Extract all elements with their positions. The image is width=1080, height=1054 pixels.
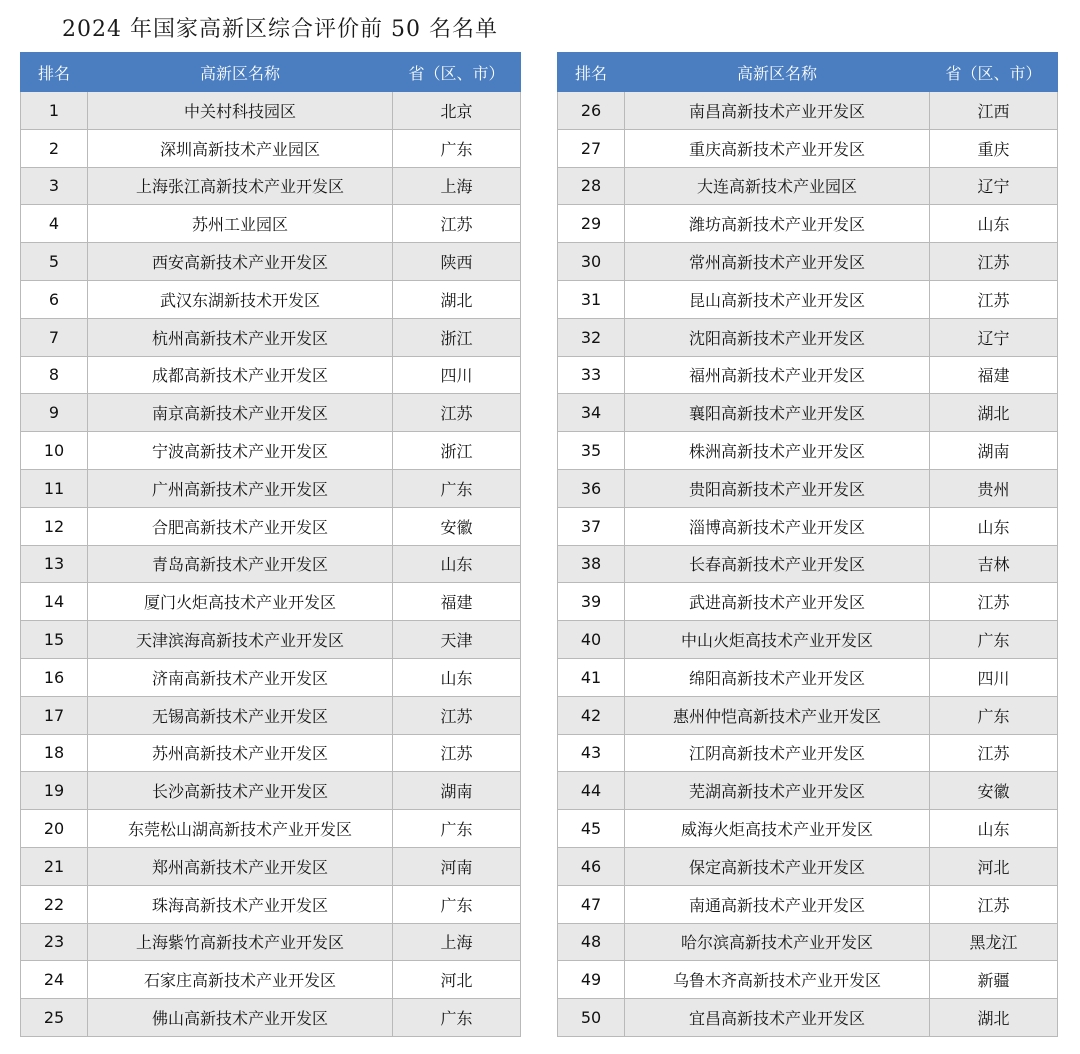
- table-row: [21, 92, 521, 130]
- rank-cell: 1: [21, 92, 88, 130]
- province-cell: 江苏: [930, 280, 1058, 318]
- name-cell: 长春高新技术产业开发区: [625, 545, 930, 583]
- ranking-table-left-body: [21, 92, 521, 1037]
- province-cell: 江苏: [930, 734, 1058, 772]
- table-row: [558, 469, 1058, 507]
- table-row: [558, 280, 1058, 318]
- name-cell: 中关村科技园区: [88, 92, 393, 130]
- province-cell: 辽宁: [930, 318, 1058, 356]
- name-cell: 贵阳高新技术产业开发区: [625, 469, 930, 507]
- table-row: [558, 318, 1058, 356]
- table-row: [21, 280, 521, 318]
- table-row: [21, 772, 521, 810]
- table-row: [21, 734, 521, 772]
- province-cell: 辽宁: [930, 167, 1058, 205]
- table-row: [21, 432, 521, 470]
- province-cell: 湖南: [930, 432, 1058, 470]
- name-cell: 重庆高新技术产业开发区: [625, 129, 930, 167]
- table-row: [558, 92, 1058, 130]
- name-cell: 福州高新技术产业开发区: [625, 356, 930, 394]
- province-cell: 河北: [930, 847, 1058, 885]
- ranking-table-left: [20, 52, 521, 1037]
- table-row: [558, 243, 1058, 281]
- rank-cell: 40: [558, 621, 625, 659]
- table-row: [558, 432, 1058, 470]
- table-row: [558, 167, 1058, 205]
- rank-cell: 6: [21, 280, 88, 318]
- rank-cell: 37: [558, 507, 625, 545]
- name-cell: 淄博高新技术产业开发区: [625, 507, 930, 545]
- province-cell: 浙江: [393, 318, 521, 356]
- name-header: 高新区名称: [625, 53, 930, 92]
- province-cell: 江苏: [393, 734, 521, 772]
- province-cell: 山东: [930, 507, 1058, 545]
- province-cell: 山东: [393, 658, 521, 696]
- rank-cell: 2: [21, 129, 88, 167]
- table-row: [21, 129, 521, 167]
- rank-cell: 32: [558, 318, 625, 356]
- table-row: [558, 205, 1058, 243]
- rank-cell: 27: [558, 129, 625, 167]
- name-header: 高新区名称: [88, 53, 393, 92]
- table-row: [21, 961, 521, 999]
- name-cell: 武进高新技术产业开发区: [625, 583, 930, 621]
- name-cell: 南京高新技术产业开发区: [88, 394, 393, 432]
- rank-cell: 13: [21, 545, 88, 583]
- province-cell: 湖北: [930, 999, 1058, 1037]
- rank-cell: 28: [558, 167, 625, 205]
- province-cell: 江苏: [930, 583, 1058, 621]
- table-row: [21, 583, 521, 621]
- province-cell: 山东: [393, 545, 521, 583]
- table-row: [558, 394, 1058, 432]
- name-cell: 芜湖高新技术产业开发区: [625, 772, 930, 810]
- province-cell: 吉林: [930, 545, 1058, 583]
- table-row: [21, 507, 521, 545]
- name-cell: 宁波高新技术产业开发区: [88, 432, 393, 470]
- name-cell: 江阴高新技术产业开发区: [625, 734, 930, 772]
- table-row: [21, 810, 521, 848]
- province-cell: 广东: [393, 999, 521, 1037]
- rank-cell: 11: [21, 469, 88, 507]
- province-cell: 湖南: [393, 772, 521, 810]
- rank-cell: 50: [558, 999, 625, 1037]
- table-row: [558, 507, 1058, 545]
- name-cell: 武汉东湖新技术开发区: [88, 280, 393, 318]
- rank-cell: 33: [558, 356, 625, 394]
- name-cell: 青岛高新技术产业开发区: [88, 545, 393, 583]
- table-row: [558, 810, 1058, 848]
- name-cell: 长沙高新技术产业开发区: [88, 772, 393, 810]
- table-row: [21, 356, 521, 394]
- name-cell: 成都高新技术产业开发区: [88, 356, 393, 394]
- province-cell: 山东: [930, 810, 1058, 848]
- table-row: [558, 621, 1058, 659]
- name-cell: 上海紫竹高新技术产业开发区: [88, 923, 393, 961]
- province-cell: 江苏: [930, 243, 1058, 281]
- province-cell: 湖北: [393, 280, 521, 318]
- rank-cell: 26: [558, 92, 625, 130]
- name-cell: 佛山高新技术产业开发区: [88, 999, 393, 1037]
- province-cell: 广东: [393, 469, 521, 507]
- rank-cell: 12: [21, 507, 88, 545]
- province-cell: 上海: [393, 167, 521, 205]
- table-row: [21, 847, 521, 885]
- rank-cell: 17: [21, 696, 88, 734]
- province-cell: 浙江: [393, 432, 521, 470]
- name-cell: 苏州高新技术产业开发区: [88, 734, 393, 772]
- table-header-row: [21, 53, 521, 92]
- table-row: [558, 961, 1058, 999]
- table-row: [558, 356, 1058, 394]
- province-cell: 河南: [393, 847, 521, 885]
- name-cell: 西安高新技术产业开发区: [88, 243, 393, 281]
- name-cell: 东莞松山湖高新技术产业开发区: [88, 810, 393, 848]
- name-cell: 合肥高新技术产业开发区: [88, 507, 393, 545]
- name-cell: 惠州仲恺高新技术产业开发区: [625, 696, 930, 734]
- rank-header: 排名: [558, 53, 625, 92]
- name-cell: 济南高新技术产业开发区: [88, 658, 393, 696]
- table-header-row: [558, 53, 1058, 92]
- province-cell: 江苏: [930, 885, 1058, 923]
- province-cell: 黑龙江: [930, 923, 1058, 961]
- name-cell: 石家庄高新技术产业开发区: [88, 961, 393, 999]
- rank-cell: 21: [21, 847, 88, 885]
- name-cell: 广州高新技术产业开发区: [88, 469, 393, 507]
- table-row: [21, 318, 521, 356]
- province-cell: 安徽: [393, 507, 521, 545]
- rank-cell: 45: [558, 810, 625, 848]
- table-row: [558, 658, 1058, 696]
- name-cell: 潍坊高新技术产业开发区: [625, 205, 930, 243]
- table-row: [558, 772, 1058, 810]
- rank-cell: 23: [21, 923, 88, 961]
- table-row: [21, 167, 521, 205]
- rank-cell: 4: [21, 205, 88, 243]
- table-row: [21, 243, 521, 281]
- rank-cell: 49: [558, 961, 625, 999]
- province-cell: 江苏: [393, 394, 521, 432]
- rank-cell: 16: [21, 658, 88, 696]
- name-cell: 中山火炬高技术产业开发区: [625, 621, 930, 659]
- rank-cell: 14: [21, 583, 88, 621]
- province-cell: 广东: [393, 129, 521, 167]
- rank-cell: 25: [21, 999, 88, 1037]
- name-cell: 南通高新技术产业开发区: [625, 885, 930, 923]
- name-cell: 哈尔滨高新技术产业开发区: [625, 923, 930, 961]
- table-row: [21, 469, 521, 507]
- province-cell: 山东: [930, 205, 1058, 243]
- name-cell: 苏州工业园区: [88, 205, 393, 243]
- province-cell: 新疆: [930, 961, 1058, 999]
- table-row: [558, 885, 1058, 923]
- name-cell: 威海火炬高技术产业开发区: [625, 810, 930, 848]
- province-header: 省（区、市）: [393, 53, 521, 92]
- name-cell: 保定高新技术产业开发区: [625, 847, 930, 885]
- rank-cell: 3: [21, 167, 88, 205]
- rank-cell: 34: [558, 394, 625, 432]
- name-cell: 珠海高新技术产业开发区: [88, 885, 393, 923]
- name-cell: 上海张江高新技术产业开发区: [88, 167, 393, 205]
- rank-cell: 43: [558, 734, 625, 772]
- rank-cell: 35: [558, 432, 625, 470]
- name-cell: 株洲高新技术产业开发区: [625, 432, 930, 470]
- name-cell: 天津滨海高新技术产业开发区: [88, 621, 393, 659]
- name-cell: 无锡高新技术产业开发区: [88, 696, 393, 734]
- table-row: [21, 205, 521, 243]
- province-cell: 广东: [930, 696, 1058, 734]
- rank-cell: 9: [21, 394, 88, 432]
- rank-cell: 48: [558, 923, 625, 961]
- rank-cell: 29: [558, 205, 625, 243]
- table-row: [21, 696, 521, 734]
- province-cell: 江西: [930, 92, 1058, 130]
- ranking-table-right-body: [558, 92, 1058, 1037]
- rank-cell: 15: [21, 621, 88, 659]
- rank-cell: 19: [21, 772, 88, 810]
- province-cell: 福建: [393, 583, 521, 621]
- table-row: [21, 923, 521, 961]
- rank-cell: 22: [21, 885, 88, 923]
- rank-cell: 5: [21, 243, 88, 281]
- name-cell: 杭州高新技术产业开发区: [88, 318, 393, 356]
- table-row: [21, 885, 521, 923]
- rank-cell: 41: [558, 658, 625, 696]
- rank-cell: 24: [21, 961, 88, 999]
- table-row: [558, 923, 1058, 961]
- rank-cell: 20: [21, 810, 88, 848]
- rank-cell: 18: [21, 734, 88, 772]
- province-cell: 上海: [393, 923, 521, 961]
- province-cell: 广东: [930, 621, 1058, 659]
- name-cell: 郑州高新技术产业开发区: [88, 847, 393, 885]
- ranking-table-right: [557, 52, 1058, 1037]
- name-cell: 昆山高新技术产业开发区: [625, 280, 930, 318]
- rank-cell: 36: [558, 469, 625, 507]
- table-row: [558, 734, 1058, 772]
- rank-header: 排名: [21, 53, 88, 92]
- table-row: [21, 621, 521, 659]
- page-title: 2024 年国家高新区综合评价前 50 名名单: [62, 17, 498, 42]
- name-cell: 南昌高新技术产业开发区: [625, 92, 930, 130]
- rank-cell: 10: [21, 432, 88, 470]
- province-cell: 江苏: [393, 696, 521, 734]
- table-row: [558, 545, 1058, 583]
- province-cell: 贵州: [930, 469, 1058, 507]
- table-row: [21, 658, 521, 696]
- name-cell: 深圳高新技术产业园区: [88, 129, 393, 167]
- rank-cell: 47: [558, 885, 625, 923]
- name-cell: 宜昌高新技术产业开发区: [625, 999, 930, 1037]
- table-row: [558, 129, 1058, 167]
- name-cell: 沈阳高新技术产业开发区: [625, 318, 930, 356]
- table-row: [21, 545, 521, 583]
- rank-cell: 39: [558, 583, 625, 621]
- rank-cell: 44: [558, 772, 625, 810]
- province-header: 省（区、市）: [930, 53, 1058, 92]
- table-row: [21, 999, 521, 1037]
- rank-cell: 8: [21, 356, 88, 394]
- name-cell: 绵阳高新技术产业开发区: [625, 658, 930, 696]
- province-cell: 福建: [930, 356, 1058, 394]
- rank-cell: 7: [21, 318, 88, 356]
- rank-cell: 30: [558, 243, 625, 281]
- province-cell: 北京: [393, 92, 521, 130]
- table-row: [21, 394, 521, 432]
- table-row: [558, 847, 1058, 885]
- table-row: [558, 999, 1058, 1037]
- name-cell: 襄阳高新技术产业开发区: [625, 394, 930, 432]
- province-cell: 陕西: [393, 243, 521, 281]
- name-cell: 大连高新技术产业园区: [625, 167, 930, 205]
- name-cell: 厦门火炬高技术产业开发区: [88, 583, 393, 621]
- province-cell: 四川: [393, 356, 521, 394]
- rank-cell: 31: [558, 280, 625, 318]
- province-cell: 湖北: [930, 394, 1058, 432]
- province-cell: 广东: [393, 885, 521, 923]
- name-cell: 乌鲁木齐高新技术产业开发区: [625, 961, 930, 999]
- table-row: [558, 583, 1058, 621]
- province-cell: 天津: [393, 621, 521, 659]
- rank-cell: 42: [558, 696, 625, 734]
- rank-cell: 38: [558, 545, 625, 583]
- province-cell: 河北: [393, 961, 521, 999]
- table-row: [558, 696, 1058, 734]
- rank-cell: 46: [558, 847, 625, 885]
- province-cell: 江苏: [393, 205, 521, 243]
- name-cell: 常州高新技术产业开发区: [625, 243, 930, 281]
- province-cell: 广东: [393, 810, 521, 848]
- province-cell: 四川: [930, 658, 1058, 696]
- province-cell: 重庆: [930, 129, 1058, 167]
- province-cell: 安徽: [930, 772, 1058, 810]
